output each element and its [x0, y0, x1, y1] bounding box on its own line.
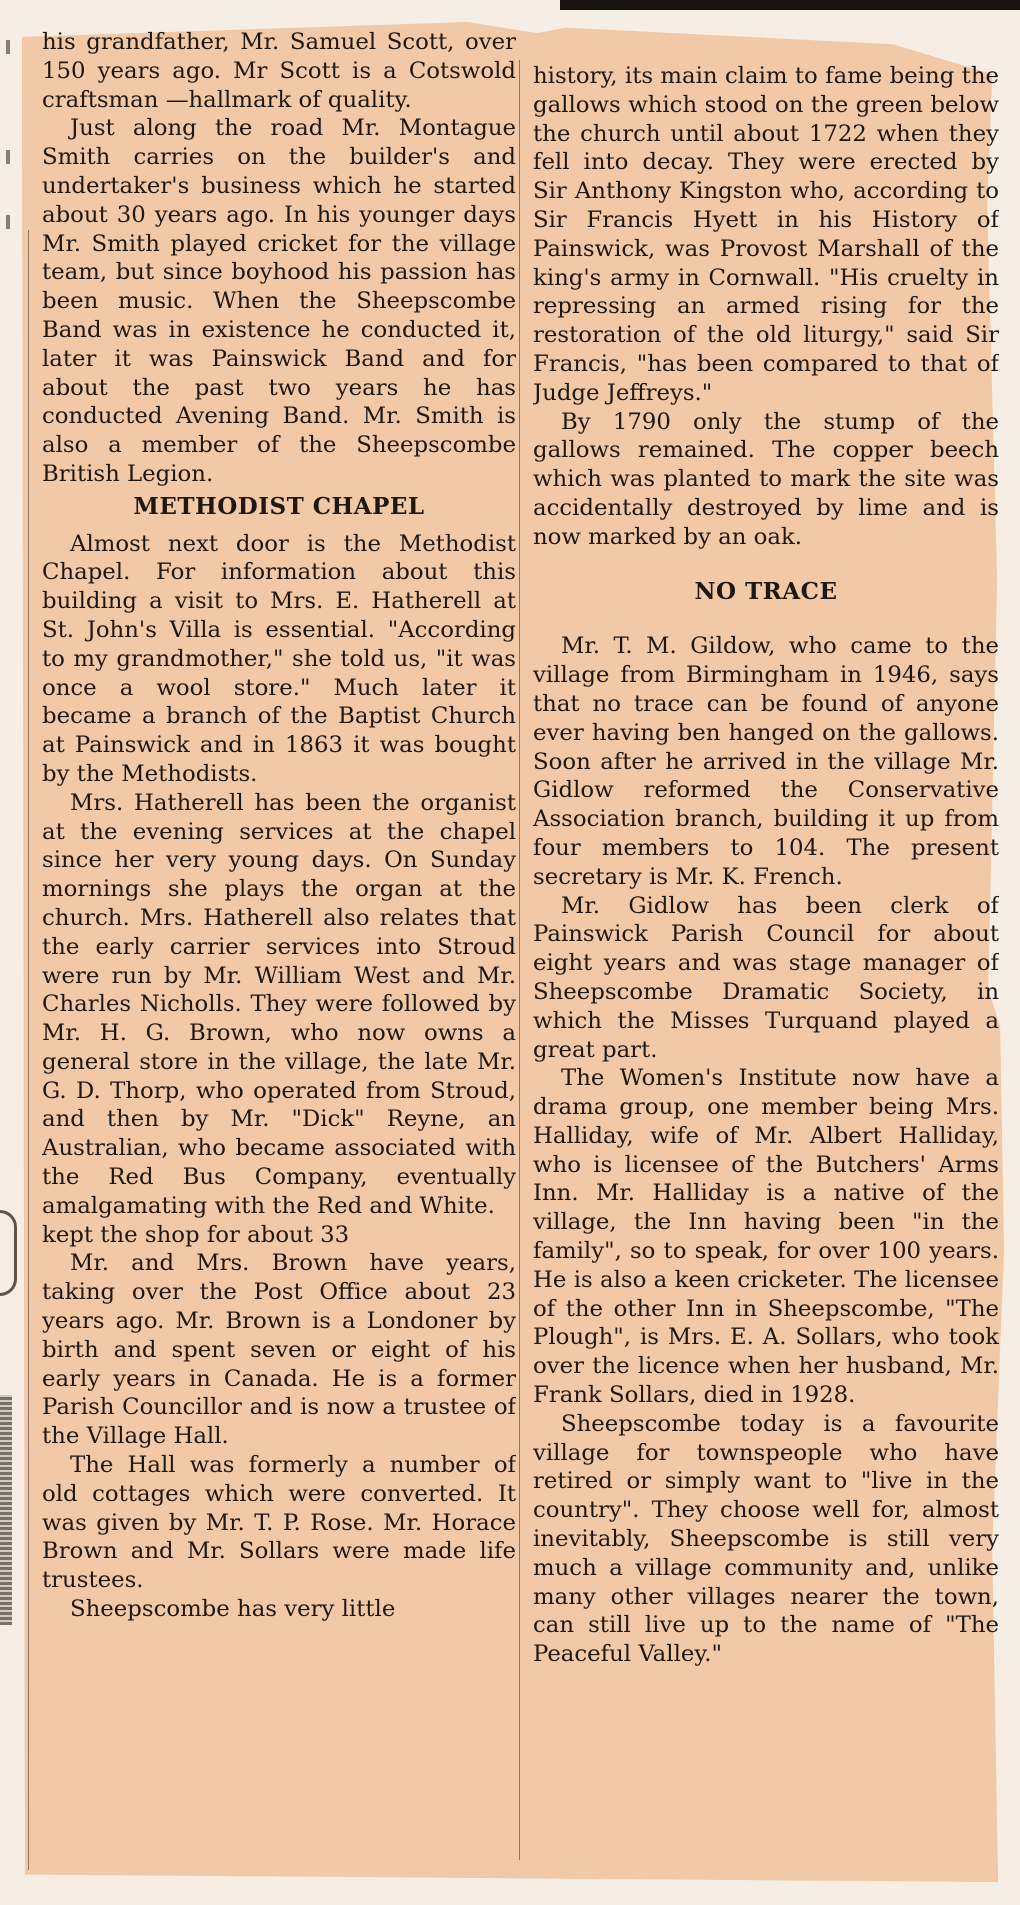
- paragraph: his grandfather, Mr. Samuel Scott, over 150 years ago. Mr Scott is a Cotswold craftsman —hallmark of quality.: [42, 29, 516, 113]
- section-heading-no-trace: NO TRACE: [694, 577, 838, 605]
- margin-mark: [6, 215, 10, 229]
- paragraph: Sheepscombe today is a favourite village for townspeople who have retired or simply want to "live in the country". They choose well for, almost inevitably, Sheepscombe is still very much a village community and, unlike many other villages nearer the town, can still live up to the name of "The Peaceful Valley.": [533, 1410, 999, 1668]
- adjacent-halftone-fragment: [0, 1395, 12, 1625]
- paragraph: The Women's Institute now have a drama group, one member being Mrs. Halliday, wife of Mr. Albert Halliday, who is licensee of the Butchers' Arms Inn. Mr. Halliday is a native of the village, the Inn having been "in the family", so to speak, for over 100 years. He is also a keen cricketer. The licensee of the other Inn in Sheepscombe, "The Plough", is Mrs. E. A. Sollars, who took over the licence when her husband, Mr. Frank Sollars, died in 1928.: [533, 1065, 999, 1409]
- article-right-column: [533, 62, 999, 1669]
- paragraph: Just along the road Mr. Montague Smith carries on the builder's and undertaker's business which he started about 30 years ago. In his younger days Mr. Smith played cricket for the village team, but since boyhood his passion has been music. When the Sheepscombe Band was in existence he conducted it, later it was Painswick Band and for about the past two years he has conducted Avening Band. Mr. Smith is also a member of the Sheepscombe British Legion.: [42, 115, 516, 487]
- left-margin-rule: [28, 230, 29, 1870]
- paragraph: Mr. Gidlow has been clerk of Painswick Parish Council for about eight years and was stage manager of Sheepscombe Dramatic Society, in which the Misses Turquand played a great part.: [533, 892, 999, 1063]
- adjacent-clipping-fragment: [0, 1210, 17, 1296]
- scan-edge-shadow: [560, 0, 1020, 10]
- section-heading-methodist-chapel: METHODIST CHAPEL: [133, 492, 425, 520]
- column-divider: [519, 60, 520, 1860]
- margin-mark: [6, 40, 10, 54]
- paragraph: By 1790 only the stump of the gallows remained. The copper beech which was planted to mark the site was accidentally destroyed by lime and is now marked by an oak.: [533, 408, 999, 550]
- margin-mark: [6, 150, 10, 164]
- paragraph: Sheepscombe has very little: [70, 1596, 396, 1623]
- paragraph: kept the shop for about 33: [42, 1221, 350, 1248]
- paragraph: history, its main claim to fame being the gallows which stood on the green below the church until about 1722 when they fell into decay. They were erected by Sir Anthony Kingston who, according to Sir Francis Hyett in his History of Painswick, was Provost Marshall of the king's army in Cornwall. "His cruelty in repressing an armed rising for the restoration of the old liturgy," said Sir Francis, "has been compared to that of Judge Jeffreys.": [533, 63, 999, 406]
- paragraph: The Hall was formerly a number of old cottages which were converted. It was given by Mr. T. P. Rose. Mr. Horace Brown and Mr. Sollars were made life trustees.: [42, 1452, 516, 1594]
- paragraph: Almost next door is the Methodist Chapel. For information about this building a visit to Mrs. E. Hatherell at St. John's Villa is essential. "According to my grandmother," she told us, "it was once a wool store." Much later it became a branch of the Baptist Church at Painswick and in 1863 it was bought by the Methodists.: [42, 530, 516, 787]
- paragraph: Mr. and Mrs. Brown have years, taking over the Post Office about 23 years ago. Mr. Brown is a Londoner by birth and spent seven or eight of his early years in Canada. He is a former Parish Councillor and is now a trustee of the Village Hall.: [42, 1250, 516, 1450]
- article-left-column: [42, 28, 516, 1624]
- paragraph: Mr. T. M. Gildow, who came to the village from Birmingham in 1946, says that no trace can be found of anyone ever having ben hanged on the gallows. Soon after he arrived in the village Mr. Gidlow reformed the Conservative Association branch, building it up from four members to 104. The present secretary is Mr. K. French.: [533, 633, 999, 890]
- paragraph: Mrs. Hatherell has been the organist at the evening services at the chapel since her very young days. On Sunday mornings she plays the organ at the church. Mrs. Hatherell also relates that the early carrier services into Stroud were run by Mr. William West and Mr. Charles Nicholls. They were followed by Mr. H. G. Brown, who now owns a general store in the village, the late Mr. G. D. Thorp, who operated from Stroud, and then by Mr. "Dick" Reyne, an Australian, who became associated with the Red Bus Company, eventually amalgamating with the Red and White.: [42, 789, 516, 1219]
